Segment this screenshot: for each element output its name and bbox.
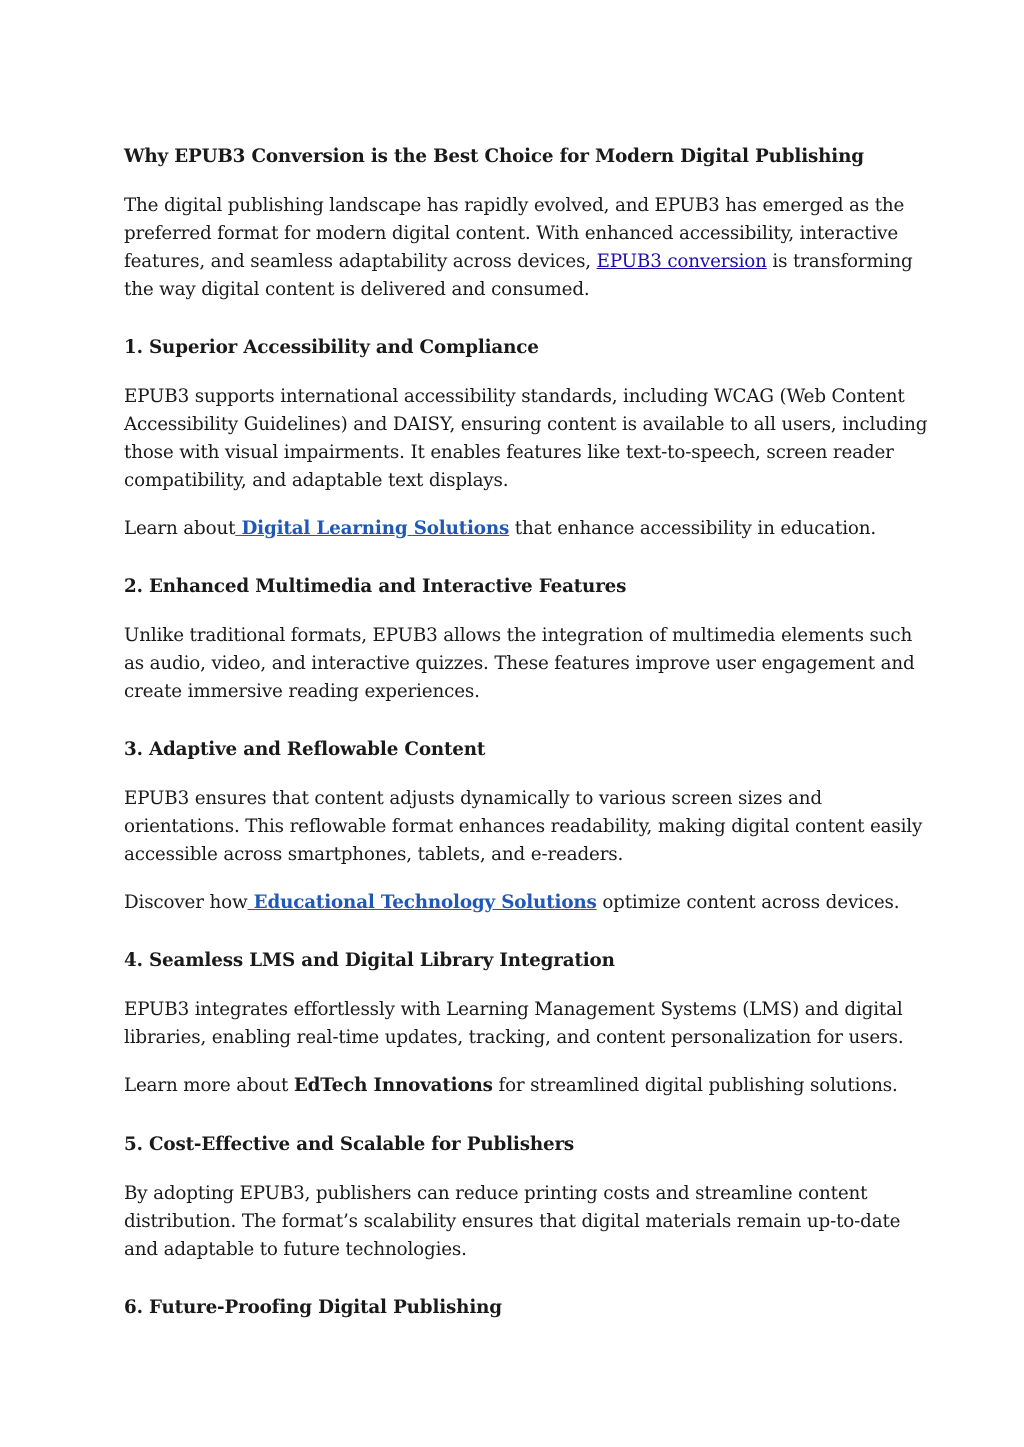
- paragraph-line: compatibility, and adaptable text displays.: [124, 470, 509, 491]
- paragraph-line: [124, 250, 913, 274]
- paragraph-text: features, and seamless adaptability across devices,: [124, 251, 597, 272]
- document-title: Why EPUB3 Conversion is the Best Choice for Modern Digital Publishing: [124, 146, 864, 167]
- cta-text: Learn more about: [124, 1075, 294, 1096]
- paragraph-line: as audio, video, and interactive quizzes. These features improve user engagement and: [124, 653, 915, 674]
- section-heading: 5. Cost-Effective and Scalable for Publishers: [124, 1134, 575, 1155]
- paragraph-line: distribution. The format’s scalability ensures that digital materials remain up-to-date: [124, 1211, 901, 1232]
- paragraph-line: EPUB3 integrates effortlessly with Learning Management Systems (LMS) and digital: [124, 999, 903, 1020]
- paragraph-line: preferred format for modern digital content. With enhanced accessibility, interactive: [124, 223, 899, 244]
- paragraph-text: is transforming: [766, 251, 913, 272]
- paragraph-line: EPUB3 ensures that content adjusts dynamically to various screen sizes and: [124, 788, 822, 809]
- paragraph-line: those with visual impairments. It enables features like text-to-speech, screen reader: [124, 442, 894, 463]
- epub3-conversion-link[interactable]: EPUB3 conversion: [596, 251, 767, 272]
- paragraph-line: By adopting EPUB3, publishers can reduce printing costs and streamline content: [124, 1183, 868, 1204]
- paragraph-line: orientations. This reflowable format enhances readability, making digital content easily: [124, 816, 923, 837]
- paragraph-line: accessible across smartphones, tablets, and e-readers.: [124, 844, 624, 865]
- paragraph-line: and adaptable to future technologies.: [124, 1239, 467, 1260]
- cta-text: for streamlined digital publishing solutions.: [492, 1075, 898, 1096]
- paragraph-line: EPUB3 supports international accessibility standards, including WCAG (Web Content: [124, 386, 905, 407]
- cta-text: Learn about: [124, 518, 236, 539]
- section-heading: 1. Superior Accessibility and Compliance: [124, 337, 539, 358]
- section-heading: 2. Enhanced Multimedia and Interactive Features: [124, 576, 627, 597]
- edtech-innovations-text: EdTech Innovations: [293, 1075, 493, 1096]
- paragraph-line: the way digital content is delivered and consumed.: [124, 279, 590, 300]
- cta-line: [124, 517, 876, 541]
- section-heading: 3. Adaptive and Reflowable Content: [124, 739, 486, 760]
- cta-line: [124, 891, 899, 915]
- paragraph-line: Accessibility Guidelines) and DAISY, ensuring content is available to all users, including: [124, 414, 928, 435]
- digital-learning-solutions-link[interactable]: Digital Learning Solutions: [235, 518, 510, 539]
- cta-line: [124, 1074, 898, 1098]
- paragraph-line: Unlike traditional formats, EPUB3 allows the integration of multimedia elements such: [124, 625, 913, 646]
- educational-technology-solutions-link[interactable]: Educational Technology Solutions: [247, 892, 597, 913]
- section-heading: 4. Seamless LMS and Digital Library Integration: [124, 950, 615, 971]
- paragraph-line: create immersive reading experiences.: [124, 681, 480, 702]
- paragraph-line: libraries, enabling real-time updates, tracking, and content personalization for users.: [124, 1027, 904, 1048]
- paragraph-line: The digital publishing landscape has rapidly evolved, and EPUB3 has emerged as the: [124, 195, 905, 216]
- cta-text: Discover how: [124, 892, 248, 913]
- section-heading: 6. Future-Proofing Digital Publishing: [124, 1297, 502, 1318]
- cta-text: optimize content across devices.: [596, 892, 900, 913]
- cta-text: that enhance accessibility in education.: [509, 518, 877, 539]
